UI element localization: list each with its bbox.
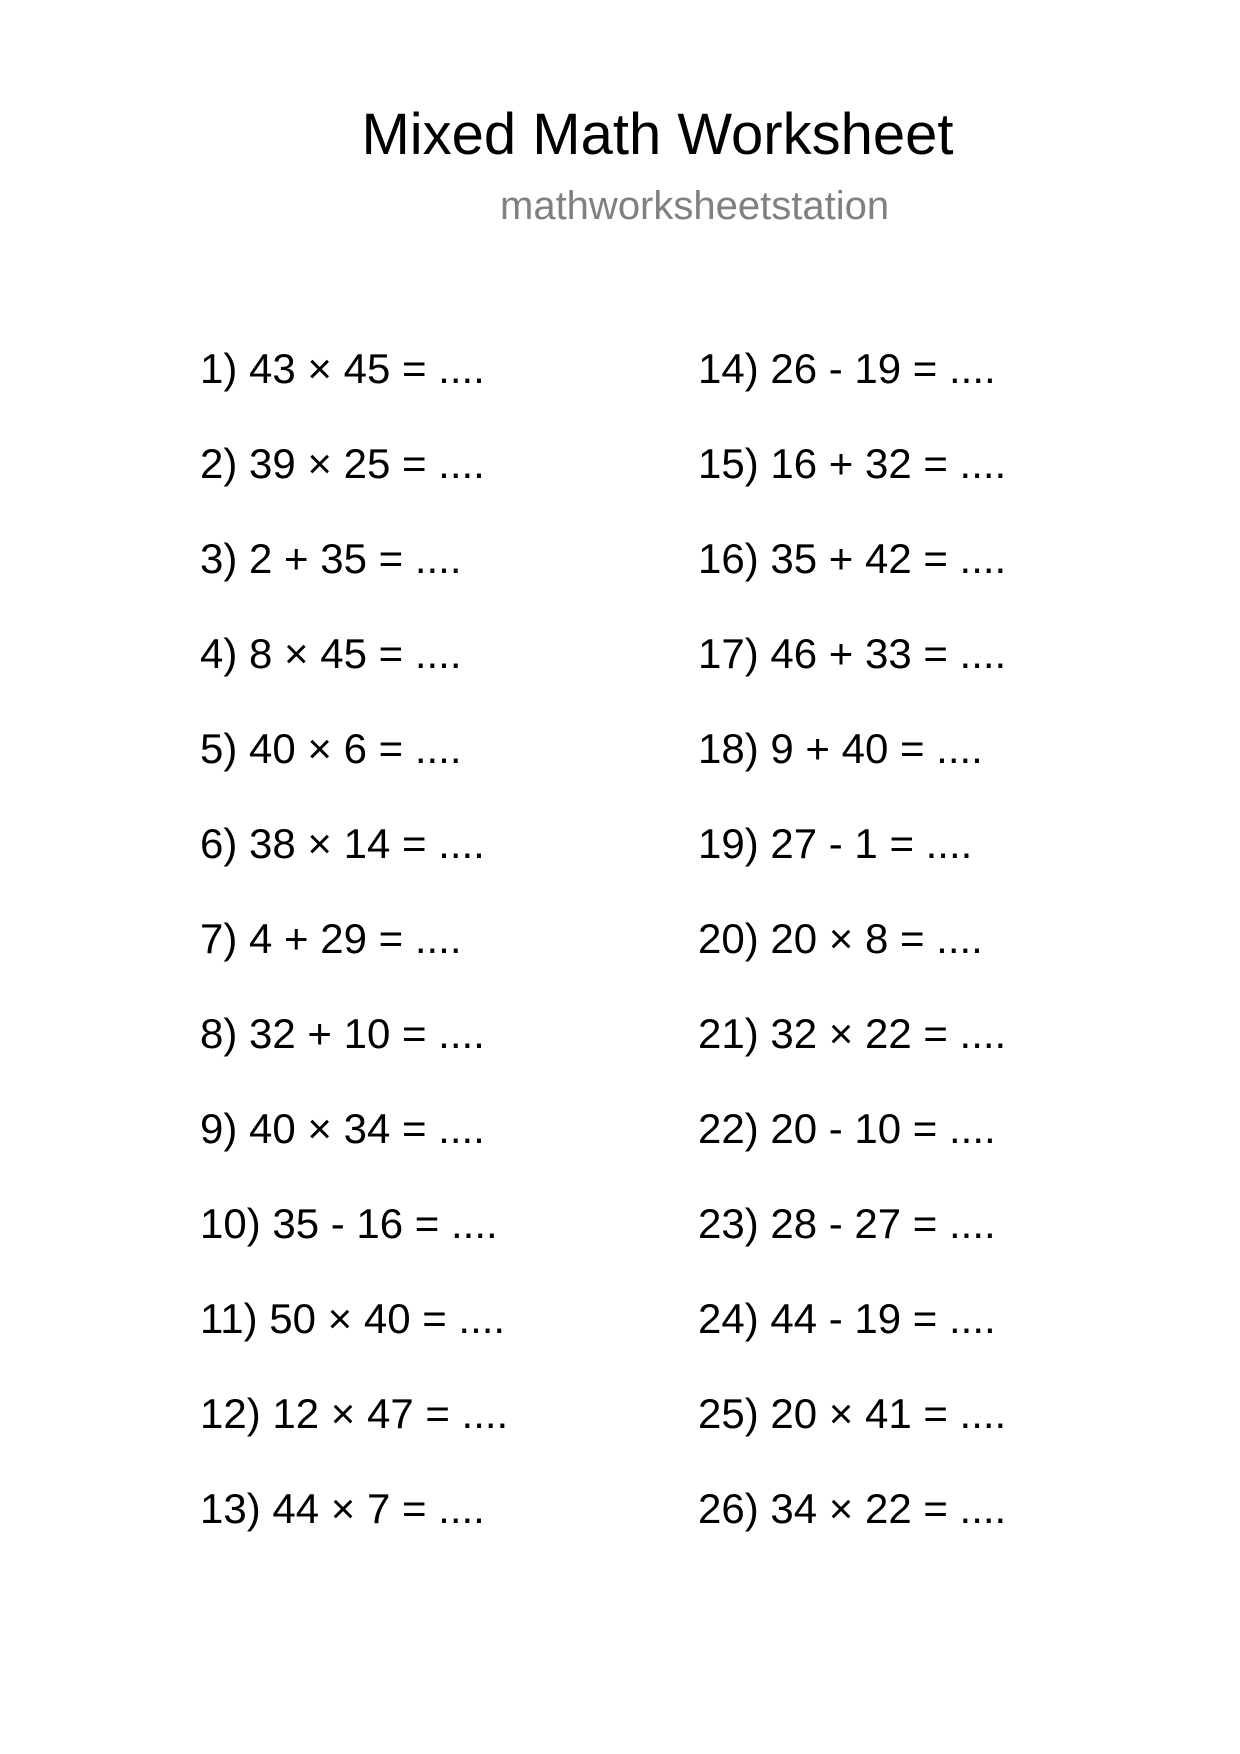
problem-item: 18) 9 + 40 = .... xyxy=(698,725,983,772)
problem-item: 12) 12 × 47 = .... xyxy=(200,1390,509,1437)
problem-item: 11) 50 × 40 = .... xyxy=(200,1295,506,1342)
problem-item: 13) 44 × 7 = .... xyxy=(200,1485,485,1532)
problem-list-left xyxy=(200,344,508,1579)
problem-item: 6) 38 × 14 = .... xyxy=(200,820,485,867)
problem-item: 15) 16 + 32 = .... xyxy=(698,440,1007,487)
problem-item: 25) 20 × 41 = .... xyxy=(698,1390,1007,1437)
problem-item: 17) 46 + 33 = .... xyxy=(698,630,1007,677)
problem-item: 4) 8 × 45 = .... xyxy=(200,630,462,677)
problem-item: 1) 43 × 45 = .... xyxy=(200,345,485,392)
worksheet-title: Mixed Math Worksheet xyxy=(361,102,954,167)
problem-item: 24) 44 - 19 = .... xyxy=(698,1295,996,1342)
problem-item: 21) 32 × 22 = .... xyxy=(698,1010,1007,1057)
worksheet-source: mathworksheetstation xyxy=(500,184,890,228)
problem-item: 22) 20 - 10 = .... xyxy=(698,1105,996,1152)
problem-item: 3) 2 + 35 = .... xyxy=(200,535,462,582)
problem-list-right xyxy=(698,344,1006,1579)
problem-item: 26) 34 × 22 = .... xyxy=(698,1485,1007,1532)
problem-item: 23) 28 - 27 = .... xyxy=(698,1200,996,1247)
problem-item: 5) 40 × 6 = .... xyxy=(200,725,462,772)
problem-item: 2) 39 × 25 = .... xyxy=(200,440,485,487)
problem-item: 10) 35 - 16 = .... xyxy=(200,1200,498,1247)
problem-item: 7) 4 + 29 = .... xyxy=(200,915,462,962)
problem-item: 20) 20 × 8 = .... xyxy=(698,915,983,962)
problem-item: 14) 26 - 19 = .... xyxy=(698,345,996,392)
problem-item: 19) 27 - 1 = .... xyxy=(698,820,973,867)
problem-item: 16) 35 + 42 = .... xyxy=(698,535,1007,582)
problem-item: 8) 32 + 10 = .... xyxy=(200,1010,485,1057)
problem-item: 9) 40 × 34 = .... xyxy=(200,1105,485,1152)
